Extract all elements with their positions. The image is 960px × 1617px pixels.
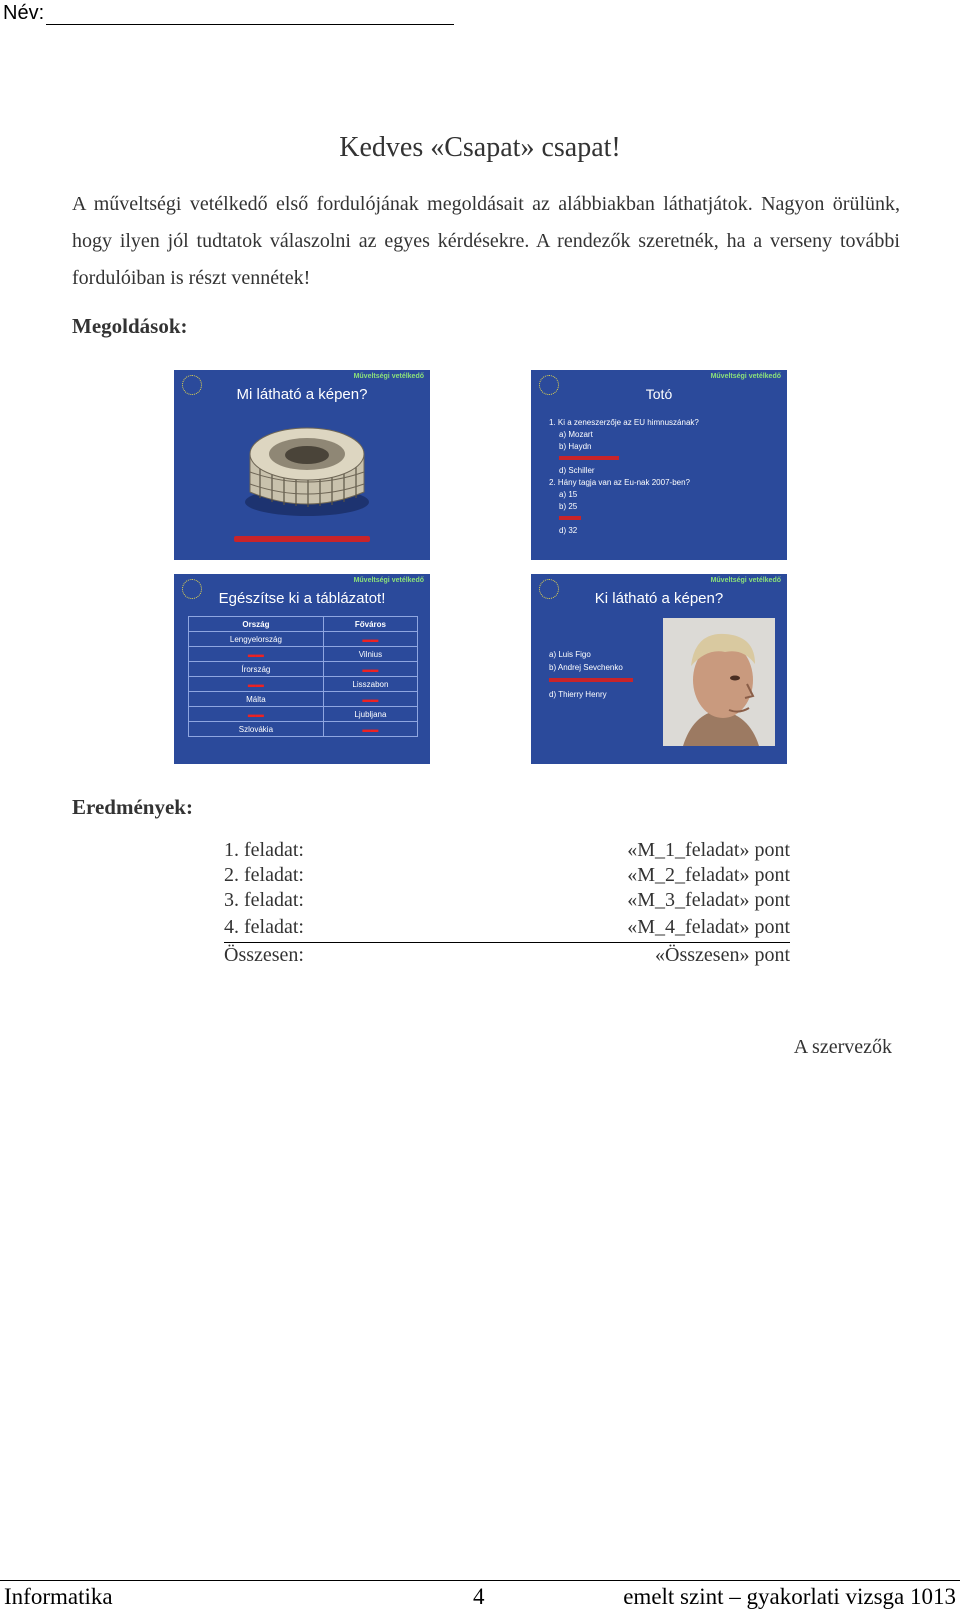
answer-mark [234,536,370,542]
result-value: «M_1_feladat» pont [627,839,790,861]
quiz-option: a) 15 [559,490,578,499]
footer-page-number: 4 [473,1584,485,1609]
answer-cell: ▬▬ [323,692,417,707]
table-cell: Ljubljana [323,707,417,722]
intro-paragraph: A műveltségi vetélkedő első fordulójának megoldásait az alábbiakban láthatjátok. Nagyon örülünk, hogy ilyen jól tudtatok válaszolni az egyes kérdésekre. A rendezők szeretnék, ha a verseny további fordulóiban is részt vennétek! [72,193,900,289]
slide-brand: Műveltségi vetélkedő [353,373,424,380]
result-row [224,915,790,940]
portrait-photo [663,618,775,746]
table-cell: Szlovákia [189,722,324,737]
quiz-option: b) Andrej Sevchenko [549,663,623,672]
colosseum-image [242,414,372,524]
answer-cell: ▬▬ [323,662,417,677]
result-label: 1. feladat: [224,839,304,861]
table-cell: Írország [189,662,324,677]
answer-cell: ▬▬ [189,707,324,722]
column-header: Főváros [323,617,417,632]
slide-brand: Műveltségi vetélkedő [353,577,424,584]
results-table [224,838,790,968]
quiz-option: b) 25 [559,502,578,511]
result-row [224,888,790,913]
quiz-question: 2. Hány tagja van az Eu-nak 2007-ben? [549,478,690,487]
quiz-option: b) Haydn [559,442,592,451]
answer-mark [559,516,581,520]
result-value: «M_4_feladat» pont [627,916,790,938]
slide-title: Ki látható a képen? [594,590,724,607]
quiz-question: 1. Ki a zeneszerzője az EU himnuszának? [549,418,699,427]
name-field-label [3,2,454,25]
result-row [224,838,790,863]
footer-subject: Informatika [4,1584,113,1609]
quiz-option: d) 32 [559,526,578,535]
slide-table [174,574,430,764]
result-row [224,863,790,888]
table-cell: Málta [189,692,324,707]
slide-brand: Műveltségi vetélkedő [710,577,781,584]
column-header: Ország [189,617,324,632]
result-value: «M_2_feladat» pont [627,864,790,886]
quiz-option: a) Mozart [559,430,593,439]
table-cell: Vilnius [323,647,417,662]
slide-title: Egészítse ki a táblázatot! [218,590,386,607]
quiz-option: d) Schiller [559,466,595,475]
footer-divider [0,1580,960,1581]
answer-cell: ▬▬ [323,632,417,647]
quiz-option: d) Thierry Henry [549,690,607,699]
slide-title: Mi látható a képen? [236,386,368,403]
result-label: 4. feladat: [224,916,304,938]
slide-title: Totó [645,386,673,402]
answer-mark [559,456,619,460]
slide-colosseum [174,370,430,560]
signature: A szervezők [793,1036,892,1058]
capitals-table [188,616,418,737]
result-value: «M_3_feladat» pont [627,889,790,911]
result-label: 2. feladat: [224,864,304,886]
result-label: 3. feladat: [224,889,304,911]
table-cell: Lisszabon [323,677,417,692]
answer-cell: ▬▬ [189,677,324,692]
answer-cell: ▬▬ [323,722,417,737]
solutions-heading: Megoldások: [72,314,188,338]
total-row [224,943,790,968]
answer-cell: ▬▬ [189,647,324,662]
name-underline [46,8,454,25]
total-label: Összesen: [224,944,304,966]
results-heading: Eredmények: [72,795,193,819]
quiz-option: a) Luis Figo [549,650,591,659]
slide-person [531,574,787,764]
answer-mark [549,678,633,682]
letter-title: Kedves «Csapat» csapat! [339,132,621,163]
name-label: Név: [3,2,45,24]
slide-toto [531,370,787,560]
footer-exam-info: emelt szint – gyakorlati vizsga 1013 [623,1584,956,1609]
total-value: «Összesen» pont [655,944,790,966]
slide-brand: Műveltségi vetélkedő [710,373,781,380]
table-cell: Lengyelország [189,632,324,647]
